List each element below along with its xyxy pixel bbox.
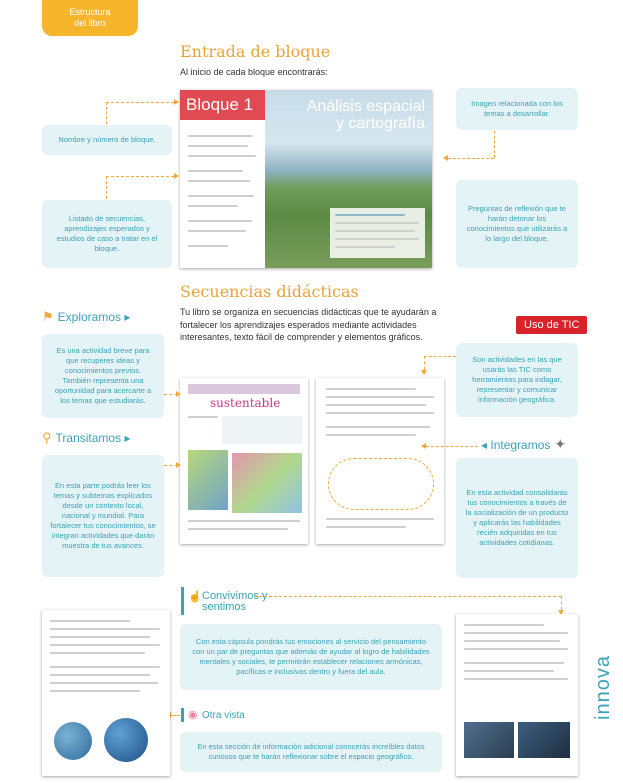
secuencias-title: Secuencias didácticas [180,282,359,301]
connector [106,176,174,177]
brand-logo: innova [592,655,614,720]
arrow-icon [421,443,426,449]
exploramos-label: Exploramos ▸ [57,310,131,324]
convivimos-heading: Convivimos y sentimos [202,590,268,613]
exploramos-text: Es una actividad breve para que recuperes ideas y conocimientos previos. También representa una oportunidad para acercarte a los temas que estudiarás. [42,334,164,418]
secuencia-page-left [180,378,308,544]
connector [561,596,562,610]
connector [106,102,107,124]
arrow-icon [421,370,427,375]
uso-tic-badge: Uso de TIC [516,316,587,334]
integramos-heading [481,436,566,453]
otra-vista-heading: Otra vista [202,710,245,721]
connector [106,176,107,199]
compass-rose-icon: ✦ [554,436,567,452]
convivimos-text: Con esta cápsula pondrás tus emociones al servicio del pensamiento con un par de preguntas que además de ayudar al logro de habilidades mentales y sociales, te permitirán establecer relaciones armónicas, pacíficas e inclusivas dentro y fuera del aula. [180,624,442,690]
location-pin-icon: ⚲ [42,430,52,445]
entrada-intro: Al inicio de cada bloque encontrarás: [180,67,328,77]
arrow-icon [174,99,179,105]
arrow-icon [443,155,448,161]
handshake-icon: ☝ [188,591,202,603]
spread-left-page [180,90,265,268]
bloque-title: Análisis espacial y cartografía [306,98,425,132]
ear-icon: ◉ [188,709,198,721]
page-headline [188,384,300,394]
convivimos-page-right [456,614,578,776]
flag-icon: ⚑ [42,309,54,324]
entrada-title: Entrada de bloque [180,42,331,61]
exploramos-heading [42,309,130,325]
callout-nombre: Nombre y número de bloque. [42,125,172,155]
connector [426,446,478,447]
connector [254,596,561,597]
map-image [518,722,570,758]
callout-preguntas: Preguntas de reflexión que te harán detonar los conocimientos que utilizarás a lo largo del bloque. [456,180,578,268]
callout-listado: Listado de secuencias, aprendizajes esperados y estudios de caso a tratar en el bloque. [42,200,172,268]
otra-vista-bar [181,708,184,722]
section-tab: Estructura del libro [42,0,138,36]
arrow-icon [176,462,181,468]
bloque-label: Bloque 1 [186,95,254,114]
block-spread [180,90,432,268]
globe-image [54,722,92,760]
map-image [464,722,514,758]
arrow-icon [176,391,181,397]
secuencias-intro: Tu libro se organiza en secuencias didácticas que te ayudarán a fortalecer los aprendizajes esperados mediante actividades interesantes, texto fácil de comprender y elementos gráficos. [180,307,437,342]
transitamos-text: En esta parte podrás leer los temas y subtemas explicados desde un contexto local, nacional y mundial. Para fortalecer tus conocimientos, se integran actividades que darán muestra de tus avances. [42,455,164,577]
secuencia-page-right [316,378,444,544]
transitamos-label: Transitamos ▸ [55,431,131,445]
otra-vista-text: En esta sección de información adicional conocerás increíbles datos curiosos que te harán reflexionar sobre el espacio geográfico. [180,732,442,772]
arrow-icon [174,173,179,179]
transitamos-heading [42,430,130,446]
connector [424,356,456,357]
callout-imagen: Imagen relacionada con los temas a desarrollar. [456,88,578,130]
convivimos-page-left [42,610,170,776]
integramos-text: En esta actividad consolidarás tus conocimientos a través de la socialización de un producto y aplicarás las habilidades recién adquiridas en tus actividades cotidianas. [456,458,578,578]
image-thumb [232,453,302,513]
globe-image [104,718,148,762]
connector [448,158,494,159]
page-word: sustentable [210,396,281,410]
connector [106,102,174,103]
connector [170,715,180,716]
uso-tic-text: Son actividades en las que usarás las TIC como herramientas para indagar, representar y comunicar información geográfica. [456,343,578,417]
questions-panel [330,208,425,258]
connector [424,356,425,370]
integramos-label: ◂ Integramos [481,437,551,452]
image-thumb [188,450,228,510]
diagram [328,458,434,510]
convivimos-bar [181,587,184,615]
connector [494,131,495,158]
